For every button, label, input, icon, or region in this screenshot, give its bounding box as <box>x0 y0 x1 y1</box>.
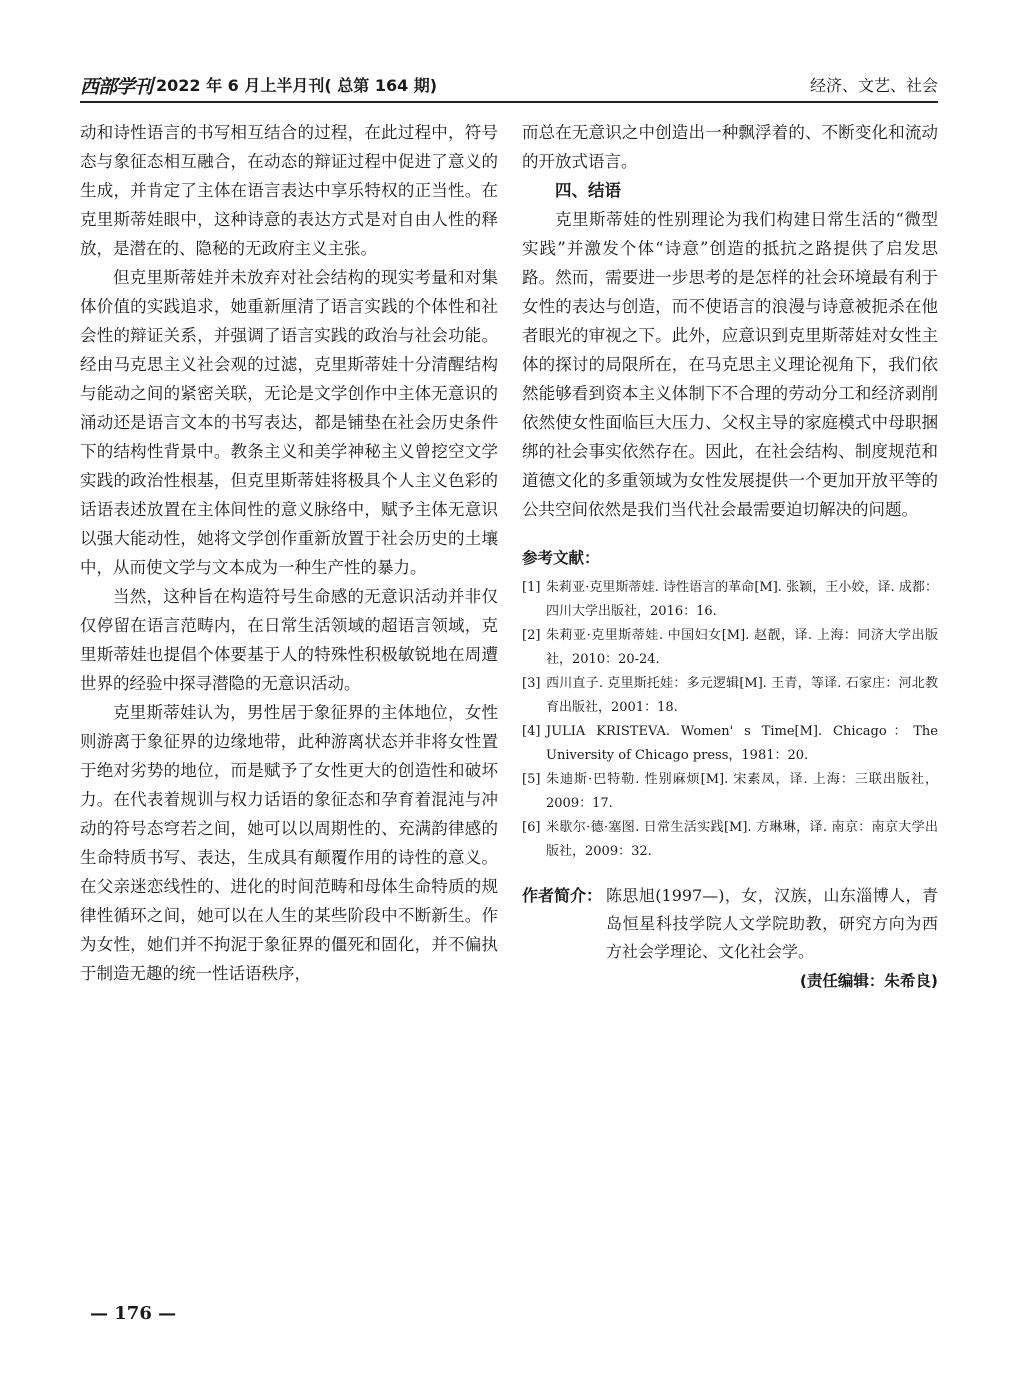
reference-item <box>522 624 938 672</box>
issue-info: 2022 年 6 月上半月刊( 总第 164 期) <box>156 76 438 95</box>
reference-text: 朱迪斯·巴特勒. 性别麻烦[M]. 宋素凤，译. 上海：三联出版社，2009：17. <box>546 772 938 811</box>
reference-number: [2] <box>522 628 541 643</box>
author-bio-text: 陈思旭(1997—)，女，汉族，山东淄博人，青岛恒星科技学院人文学院助教，研究方向为西方社会学理论、文化社会学。 <box>606 886 938 961</box>
running-header <box>80 70 938 100</box>
header-rule <box>80 101 938 103</box>
paragraph: 动和诗性语言的书写相互结合的过程，在此过程中，符号态与象征态相互融合，在动态的辩证过程中促进了意义的生成，并肯定了主体在语言表达中享乐特权的正当性。在克里斯蒂娃眼中，这种诗意的表达方式是对自由人性的释放，是潜在的、隐秘的无政府主义主张。 <box>80 123 498 258</box>
reference-item <box>522 816 938 864</box>
reference-text: 米歇尔·德·塞图. 日常生活实践[M]. 方琳琳，译. 南京：南京大学出版社，2009：32. <box>546 820 938 859</box>
reference-item <box>522 672 938 720</box>
reference-text: 朱莉亚·克里斯蒂娃. 中国妇女[M]. 赵靓，译. 上海：同济大学出版社，2010：20-24. <box>546 628 938 667</box>
paragraph: 克里斯蒂娃认为，男性居于象征界的主体地位，女性则游离于象征界的边缘地带，此种游离状态并非将女性置于绝对劣势的地位，而是赋予了女性更大的创造性和破坏力。在代表着规训与权力话语的象征态和孕育着混沌与冲动的符号态穹若之间，她可以以周期性的、充满韵律感的生命特质书写、表达，生成具有颠覆作用的诗性的意义。在父亲迷恋线性的、进化的时间范畴和母体生命特质的规律性循环之间，她可以在人生的某些阶段中不断新生。作为女性，她们并不拘泥于象征界的僵死和固化，并不偏执于制造无趣的统一性话语秩序， <box>80 703 498 983</box>
paragraph: 但克里斯蒂娃并未放弃对社会结构的现实考量和对集体价值的实践追求，她重新厘清了语言实践的个体性和社会性的辩证关系，并强调了语言实践的政治与社会功能。经由马克思主义社会观的过滤，克里斯蒂娃十分清醒结构与能动之间的紧密关联，无论是文学创作中主体无意识的涌动还是语言文本的书写表达，都是铺垫在社会历史条件下的结构性背景中。教条主义和美学神秘主义曾挖空文学实践的政治性根基，但克里斯蒂娃将极具个人主义色彩的话语表述放置在主体间性的意义脉络中，赋予主体无意识以强大能动性，她将文学创作重新放置于社会历史的土壤中，从而使文学与文本成为一种生产性的暴力。 <box>80 268 498 577</box>
responsible-editor: (责任编辑：朱希良) <box>799 972 938 990</box>
section-name: 经济、文艺、社会 <box>809 76 938 95</box>
paragraph: 当然，这种旨在构造符号生命感的无意识活动并非仅仅停留在语言范畴内，在日常生活领域的超语言领域，克里斯蒂娃也提倡个体要基于人的特殊性积极敏锐地在周遭世界的经验中探寻潜隐的无意识活动。 <box>80 587 498 693</box>
reference-number: [6] <box>522 820 541 835</box>
reference-number: [5] <box>522 772 541 787</box>
section-heading: 四、结语 <box>555 181 621 200</box>
reference-text: 朱莉亚·克里斯蒂娃. 诗性语言的革命[M]. 张颖，王小姣，译. 成都：四川大学出版社，2016：16. <box>546 580 938 619</box>
right-column <box>522 118 938 994</box>
reference-item <box>522 720 938 768</box>
reference-text: JULIA KRISTEVA. Women' s Time[M]. Chicago：The University of Chicago press，1981：20. <box>546 724 938 763</box>
reference-item <box>522 768 938 816</box>
paragraph: 而总在无意识之中创造出一种飘浮着的、不断变化和流动的开放式语言。 <box>522 123 938 171</box>
reference-text: 西川直子. 克里斯托娃：多元逻辑[M]. 王青，等译. 石家庄：河北教育出版社，2001：18. <box>546 676 938 715</box>
author-bio-label: 作者简介： <box>522 886 603 905</box>
reference-item <box>522 576 938 624</box>
reference-number: [3] <box>522 676 541 691</box>
references-title: 参考文献： <box>522 549 600 567</box>
left-column <box>80 118 498 988</box>
journal-logo: 西部学刊 <box>80 76 153 98</box>
paragraph: 克里斯蒂娃的性别理论为我们构建日常生活的“微型实践”并激发个体“诗意”创造的抵抗之路提供了启发思路。然而，需要进一步思考的是怎样的社会环境最有利于女性的表达与创造，而不使语言的浪漫与诗意被扼杀在他者眼光的审视之下。此外，应意识到克里斯蒂娃对女性主体的探讨的局限所在，在马克思主义理论视角下，我们依然能够看到资本主义体制下不合理的劳动分工和经济剥削依然使女性面临巨大压力、父权主导的家庭模式中母职捆绑的社会事实依然存在。因此，在社会结构、制度规范和道德文化的多重领域为女性发展提供一个更加开放平等的公共空间依然是我们当代社会最需要迫切解决的问题。 <box>522 210 938 519</box>
reference-number: [4] <box>522 724 541 739</box>
reference-number: [1] <box>522 580 541 595</box>
reference-list <box>522 576 938 864</box>
author-bio <box>522 882 938 966</box>
page-number: — 176 — <box>90 1303 177 1324</box>
